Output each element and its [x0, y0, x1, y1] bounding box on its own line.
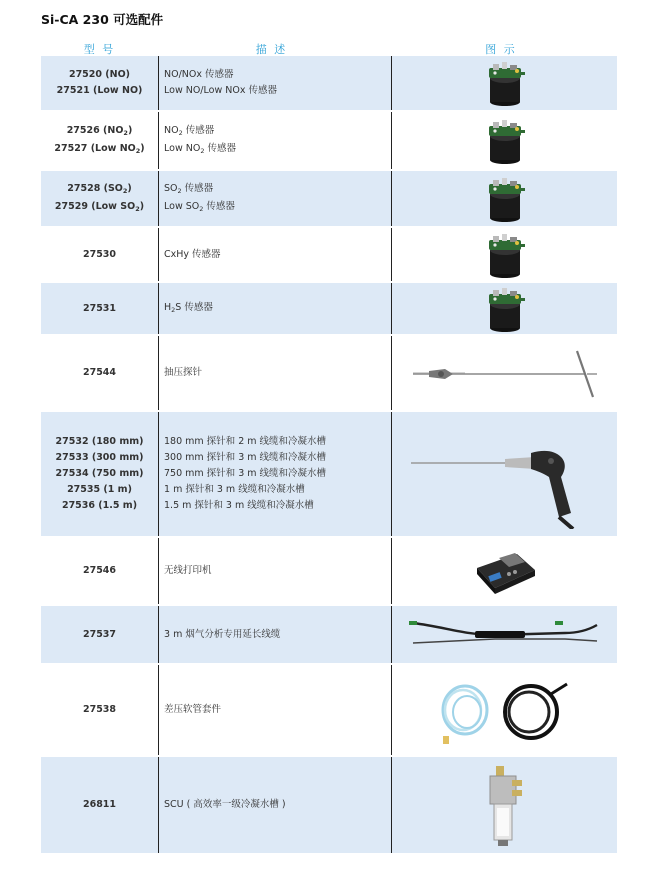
table-row	[41, 170, 617, 227]
description-line-text: 750 mm 探针和 3 m 线缆和冷凝水槽	[164, 468, 327, 479]
description-line	[164, 141, 391, 159]
accessory-table	[41, 56, 617, 853]
description-cell	[159, 664, 392, 756]
description-line	[164, 83, 391, 99]
subscript: 2	[135, 146, 141, 155]
description-cell	[159, 537, 392, 605]
table-row	[41, 111, 617, 170]
model-number	[41, 199, 158, 217]
description-line-text: 300 mm 探针和 3 m 线缆和冷凝水槽	[164, 452, 327, 463]
model-number-text: 27537	[82, 628, 117, 640]
sensor-image	[392, 284, 617, 334]
description-cell	[159, 335, 392, 411]
model-cell	[41, 111, 159, 170]
header-model: 型 号	[83, 43, 116, 56]
picture-cell	[392, 170, 618, 227]
model-cell	[41, 227, 159, 282]
description-cell	[159, 282, 392, 335]
model-number-tail: )	[139, 200, 145, 212]
description-line	[164, 434, 391, 450]
model-number-text: 27546	[82, 565, 117, 576]
model-cell	[41, 411, 159, 537]
sensor-image	[392, 58, 617, 108]
model-number	[41, 434, 158, 450]
model-number	[41, 141, 158, 159]
subscript: 2	[135, 204, 140, 213]
subscript: 2	[122, 186, 128, 195]
header-picture: 图 示	[485, 43, 517, 56]
subscript: 2	[199, 204, 204, 213]
model-number	[41, 627, 158, 643]
description-line-text: NO	[164, 124, 179, 136]
description-cell	[159, 227, 392, 282]
model-number-text: 27528 (SO	[67, 182, 123, 194]
sensor-image	[392, 174, 617, 224]
model-number-text: 27533 (300 mm)	[55, 452, 144, 463]
table-row	[41, 605, 617, 664]
model-number	[41, 450, 158, 466]
extension-cable-image	[392, 615, 617, 655]
description-line-tail: 传感器	[203, 200, 235, 212]
picture-cell	[392, 56, 618, 111]
gas-probe-image	[392, 419, 617, 529]
picture-cell	[392, 335, 618, 411]
subscript: 2	[177, 186, 182, 195]
description-line-text: 无线打印机	[164, 565, 212, 576]
description-line	[164, 482, 391, 498]
description-line-tail: 传感器	[182, 124, 215, 136]
description-line	[164, 365, 391, 381]
description-line-text: H	[164, 301, 172, 313]
model-cell	[41, 56, 159, 111]
description-line-text: 抽压探针	[164, 367, 203, 378]
description-line	[164, 300, 391, 318]
printer-image	[392, 544, 617, 598]
scu-image	[392, 762, 617, 848]
description-cell	[159, 411, 392, 537]
description-line-text: 1 m 探针和 3 m 线缆和冷凝水槽	[164, 484, 305, 495]
hose-kit-image	[392, 670, 617, 750]
model-number-text: 27536 (1.5 m)	[61, 500, 138, 511]
description-line-text: 1.5 m 探针和 3 m 线缆和冷凝水槽	[164, 500, 314, 511]
model-number-text: 27527 (Low NO	[54, 142, 136, 154]
description-line	[164, 627, 391, 643]
model-number	[41, 83, 158, 99]
model-number-text: 27534 (750 mm)	[55, 468, 144, 479]
model-number-text: 27521 (Low NO)	[56, 85, 143, 96]
description-line	[164, 797, 391, 813]
description-line	[164, 247, 391, 263]
model-number-tail: )	[140, 142, 145, 154]
model-number-tail: )	[127, 124, 133, 136]
picture-cell	[392, 664, 618, 756]
description-cell	[159, 111, 392, 170]
description-cell	[159, 56, 392, 111]
description-line-text: NO/NOx 传感器	[164, 69, 234, 80]
model-number	[41, 301, 158, 317]
model-number-text: 27532 (180 mm)	[55, 436, 144, 447]
picture-cell	[392, 605, 618, 664]
description-line	[164, 450, 391, 466]
model-number	[41, 797, 158, 813]
model-number	[41, 466, 158, 482]
description-line-tail: S 传感器	[175, 301, 213, 313]
model-number	[41, 181, 158, 199]
description-cell	[159, 605, 392, 664]
description-line-text: SO	[164, 182, 178, 194]
description-line-text: Low NO/Low NOx 传感器	[164, 85, 277, 96]
model-number	[41, 365, 158, 381]
table-row	[41, 56, 617, 111]
model-cell	[41, 335, 159, 411]
table-row	[41, 335, 617, 411]
model-number-text: 27526 (NO	[66, 124, 124, 136]
model-number	[41, 67, 158, 83]
picture-cell	[392, 537, 618, 605]
description-line-text: 180 mm 探针和 2 m 线缆和冷凝水槽	[164, 436, 327, 447]
model-number-text: 27520 (NO)	[68, 69, 131, 80]
table-row	[41, 756, 617, 853]
description-line	[164, 123, 391, 141]
description-line	[164, 67, 391, 83]
model-cell	[41, 282, 159, 335]
subscript: 2	[171, 305, 176, 314]
description-line-text: 差压软管套件	[164, 704, 222, 715]
subscript: 2	[123, 128, 128, 137]
model-number-text: 27538	[82, 704, 117, 715]
description-line	[164, 199, 391, 217]
description-cell	[159, 170, 392, 227]
model-number-text: 27544	[82, 367, 117, 378]
model-number-text: 27531	[82, 302, 117, 314]
subscript: 2	[178, 128, 183, 137]
model-number	[41, 498, 158, 514]
sensor-image	[392, 230, 617, 280]
description-line-tail: 传感器	[181, 182, 214, 194]
model-number	[41, 702, 158, 718]
description-line-text: Low NO	[164, 142, 201, 154]
model-cell	[41, 170, 159, 227]
description-line	[164, 702, 391, 718]
model-cell	[41, 664, 159, 756]
description-cell	[159, 756, 392, 853]
model-cell	[41, 605, 159, 664]
picture-cell	[392, 756, 618, 853]
description-line	[164, 466, 391, 482]
model-number	[41, 482, 158, 498]
description-line	[164, 181, 391, 199]
table-row	[41, 664, 617, 756]
page-title: Si-CA 230 可选配件	[41, 12, 164, 27]
description-line-text: 3 m 烟气分析专用延长线缆	[164, 628, 281, 640]
model-number-text: 27530	[82, 248, 117, 260]
picture-cell	[392, 411, 618, 537]
model-cell	[41, 756, 159, 853]
table-row	[41, 282, 617, 335]
model-number	[41, 123, 158, 141]
description-line-text: CxHy 传感器	[164, 248, 221, 260]
description-line-text: Low SO	[164, 200, 200, 212]
picture-cell	[392, 282, 618, 335]
model-cell	[41, 537, 159, 605]
description-line-text: SCU ( 高效率一级冷凝水槽 )	[164, 799, 286, 810]
header-description: 描 述	[255, 43, 288, 56]
description-line	[164, 498, 391, 514]
model-number-text: 27529 (Low SO	[54, 200, 136, 212]
table-row	[41, 411, 617, 537]
description-line	[164, 563, 391, 579]
model-number-text: 27535 (1 m)	[67, 484, 132, 495]
sensor-image	[392, 116, 617, 166]
picture-cell	[392, 111, 618, 170]
model-number	[41, 563, 158, 579]
description-line-tail: 传感器	[204, 142, 236, 154]
subscript: 2	[200, 146, 205, 155]
model-number	[41, 247, 158, 263]
model-number-tail: )	[127, 182, 132, 194]
pressure-probe-image	[392, 343, 617, 403]
picture-cell	[392, 227, 618, 282]
table-row	[41, 227, 617, 282]
model-number-text: 26811	[82, 799, 117, 810]
table-row	[41, 537, 617, 605]
